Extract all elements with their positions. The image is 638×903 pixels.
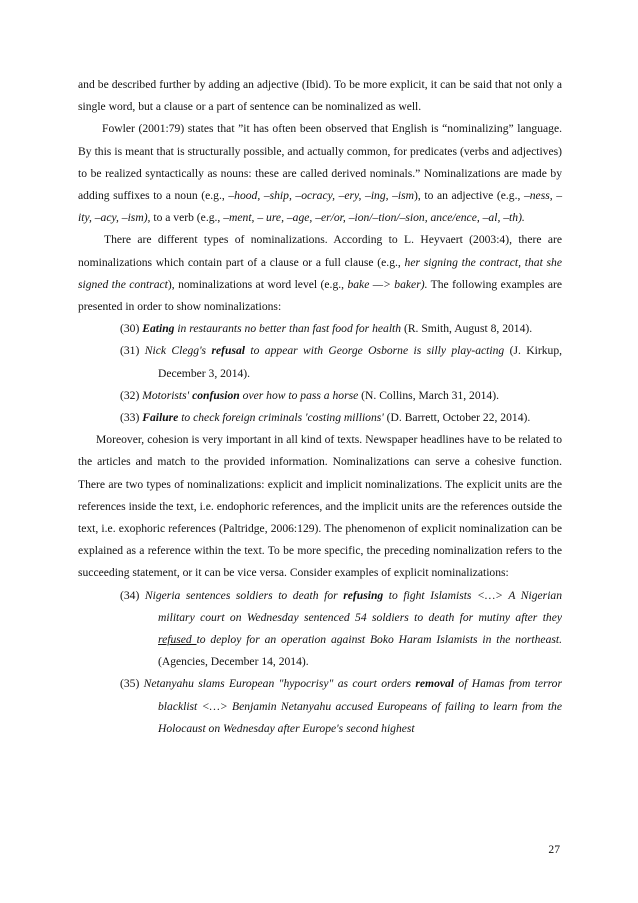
example-32: (32) Motorists' confusion over how to pass a horse (N. Collins, March 31, 2014).: [120, 388, 499, 402]
example-34: (34) Nigeria sentences soldiers to death for refusing to fight Islamists <…> A Nigerian military court on Wednesday sentenced 54 soldiers to death for mutiny after they refused to deploy for an operation against Boko Haram Islamists in the northeast. (Agencies, December 14, 2014).: [120, 588, 563, 669]
example-35: (35) Netanyahu slams European "hypocrisy" as court orders removal of Hamas from terror blacklist <…> Benjamin Netanyahu accused Europeans of failing to learn from the Holocaust on Wednesday after Europe's second highest: [120, 677, 562, 735]
body-text: [78, 74, 562, 740]
paragraph-cohesion: Moreover, cohesion is very important in all kind of texts. Newspaper headlines have to be related to the articles and match to the provided information. Nominalizations can serve a cohesive function. There are two types of nominalizations: explicit and implicit nominalizations. The explicit units are the references inside the text, i.e. endophoric references, and the implicit units are the references outside the text, i.e. exophoric references (Paltridge, 2006:129). The phenomenon of explicit nominalization can be explained as a reference within the text. To be more specific, the preceding nominalization refers to the succeeding statement, or it can be vice versa. Consider examples of explicit nominalizations:: [78, 433, 562, 580]
example-30: (30) Eating in restaurants no better than fast food for health (R. Smith, August 8, 2014).: [120, 322, 533, 336]
paragraph-types: There are different types of nominalizations. According to L. Heyvaert (2003:4), there are nominalizations which contain part of a clause or a full clause (e.g., her signing the contract, that she signed the contract), nominalizations at word level (e.g., bake —> baker). The following examples are presented in order to show nominalizations:: [78, 233, 563, 314]
page-number: 27: [548, 843, 560, 856]
paragraph-1: and be described further by adding an adjective (Ibid). To be more explicit, it can be said that not only a single word, but a clause or a part of sentence can be nominalized as well.: [78, 78, 562, 114]
example-31: (31) Nick Clegg's refusal to appear with George Osborne is silly play-acting (J. Kirkup, December 3, 2014).: [120, 344, 563, 380]
example-33: (33) Failure to check foreign criminals 'costing millions' (D. Barrett, October 22, 2014).: [120, 411, 531, 425]
paragraph-fowler: Fowler (2001:79) states that ”it has often been observed that English is “nominalizing” language. By this is meant that is structurally possible, and actually common, for predicates (verbs and adjectives) to be realized syntactically as nouns: these are called derived nominals.” Nominalizations are made by adding suffixes to a noun (e.g., –hood, –ship, –ocracy, –ery, –ing, –ism), to an adjective (e.g., –ness, –ity, –acy, –ism), to a verb (e.g., –ment, – ure, –age, –er/or, –ion/–tion/–sion, ance/ence, –al, –th).: [78, 122, 562, 225]
